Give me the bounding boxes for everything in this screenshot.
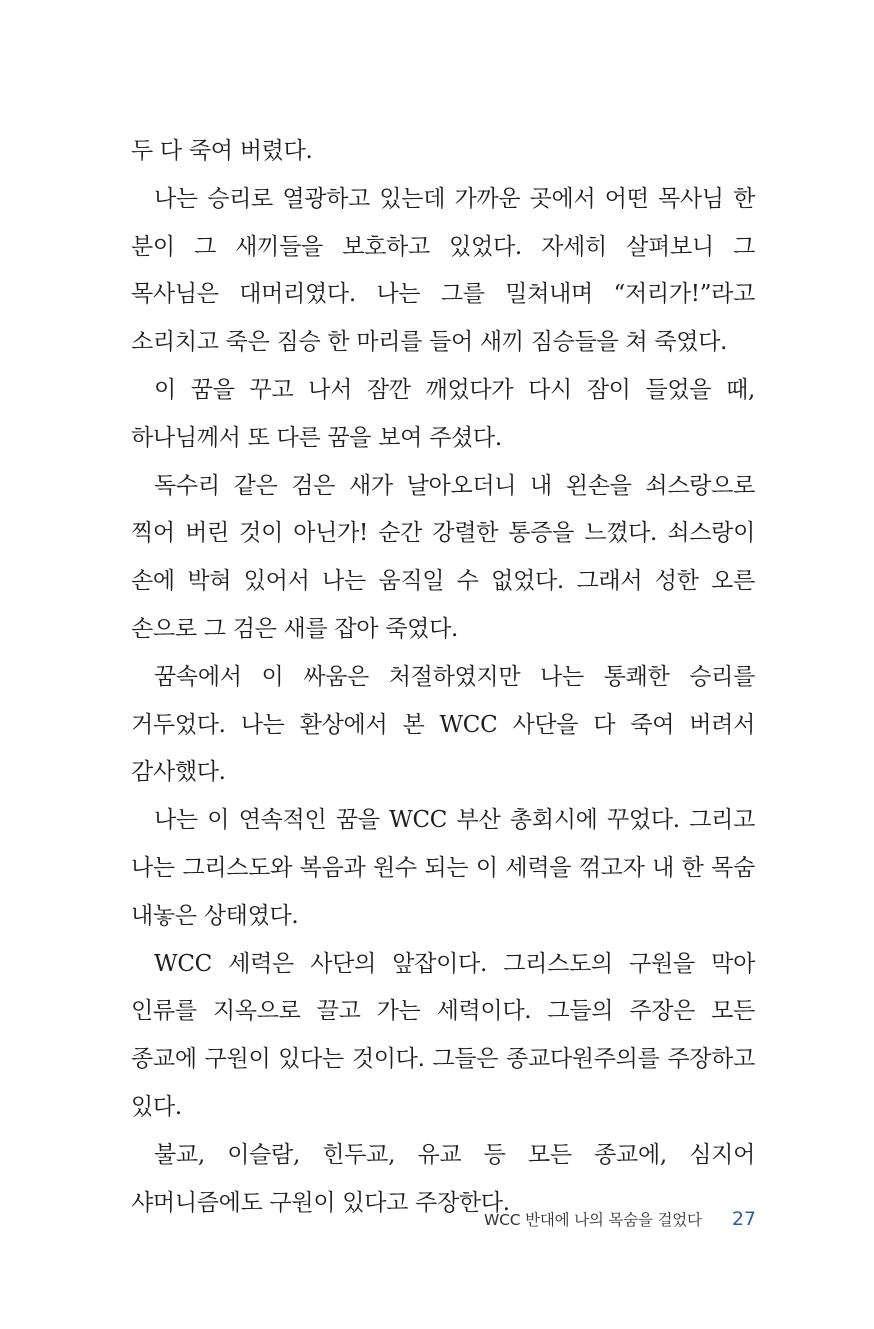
paragraph: WCC 세력은 사단의 앞잡이다. 그리스도의 구원을 막아 인류를 지옥으로 끌고 가는 세력이다. 그들의 주장은 모든 종교에 구원이 있다는 것이다. 그들은 종교다원주의를 주장하고 있다. bbox=[131, 950, 755, 1120]
paragraph-continuation: 두 다 죽여 버렸다. bbox=[131, 138, 313, 164]
paragraph: 나는 승리로 열광하고 있는데 가까운 곳에서 어떤 목사님 한 분이 그 새끼들을 보호하고 있었다. 자세히 살펴보니 그 목사님은 대머리였다. 나는 그를 밀쳐내며 “저리가!”라고 소리치고 죽은 짐승 한 마리를 들어 새끼 짐승들을 쳐 죽였다. bbox=[131, 185, 755, 356]
page-number: 27 bbox=[731, 1208, 756, 1230]
paragraph: 나는 이 연속적인 꿈을 WCC 부산 총회시에 꾸었다. 그리고 나는 그리스도와 복음과 원수 되는 이 세력을 꺾고자 내 한 목숨 내놓은 상태였다. bbox=[131, 807, 755, 929]
paragraph: 꿈속에서 이 싸움은 처절하였지만 나는 통쾌한 승리를 거두었다. 나는 환상에서 본 WCC 사단을 다 죽여 버려서 감사했다. bbox=[131, 663, 755, 786]
body-text bbox=[131, 128, 755, 1227]
running-head: WCC 반대에 나의 목숨을 걸었다 bbox=[484, 1211, 702, 1229]
paragraph: 불교, 이슬람, 힌두교, 유교 등 모든 종교에, 심지어 샤머니즘에도 구원이 있다고 주장한다. bbox=[131, 1141, 755, 1216]
paragraph: 이 꿈을 꾸고 나서 잠깐 깨었다가 다시 잠이 들었을 때, 하나님께서 또 다른 꿈을 보여 주셨다. bbox=[131, 376, 755, 451]
paragraph: 독수리 같은 검은 새가 날아오더니 내 왼손을 쇠스랑으로 찍어 버린 것이 아닌가! 순간 강렬한 통증을 느꼈다. 쇠스랑이 손에 박혀 있어서 나는 움직일 수 없었다. 그래서 성한 오른 손으로 그 검은 새를 잡아 죽였다. bbox=[131, 472, 755, 642]
page-footer bbox=[484, 1208, 756, 1234]
